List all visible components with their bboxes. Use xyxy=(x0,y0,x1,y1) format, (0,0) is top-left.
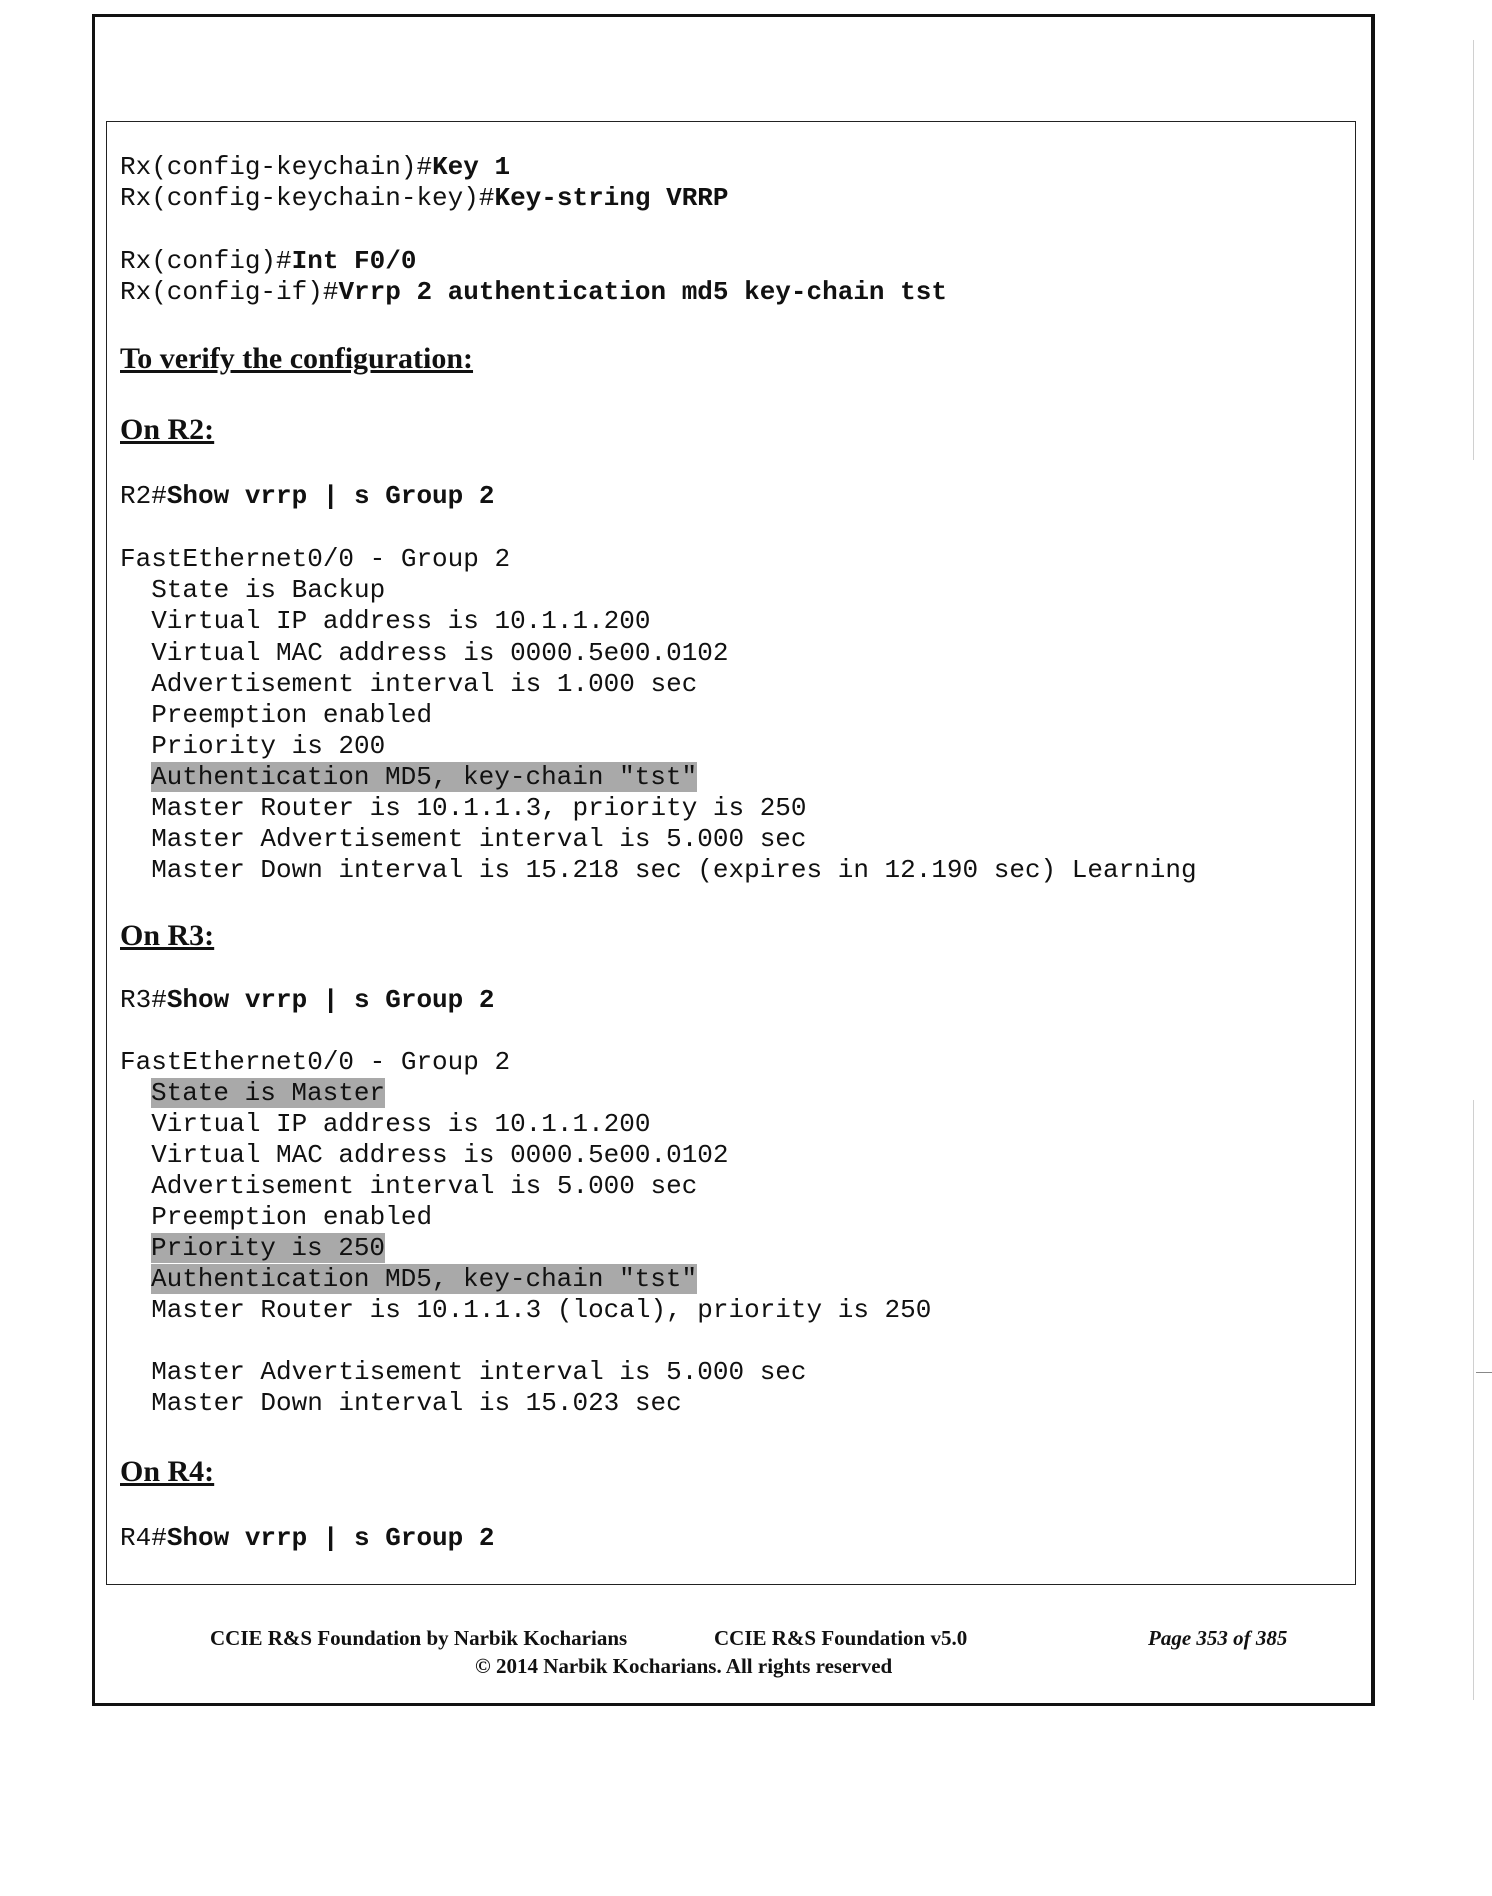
r3-output-line: Master Router is 10.1.1.3 (local), priority is 250 xyxy=(120,1295,932,1325)
r3-output-line: Advertisement interval is 5.000 sec xyxy=(120,1171,698,1201)
highlight: Authentication MD5, key-chain "tst" xyxy=(151,762,698,792)
r2-output-line: Preemption enabled xyxy=(120,700,433,730)
highlight: State is Master xyxy=(151,1078,386,1108)
highlight: Priority is 250 xyxy=(151,1233,386,1263)
r3-output-line: Virtual MAC address is 0000.5e00.0102 xyxy=(120,1140,729,1170)
config-line-3 xyxy=(120,246,416,277)
cli-prompt: Rx(config-keychain)# xyxy=(120,152,433,182)
r2-output-line: Virtual MAC address is 0000.5e00.0102 xyxy=(120,638,729,668)
cli-command: Key-string VRRP xyxy=(494,183,729,213)
r3-command xyxy=(120,985,494,1016)
r2-output-line: Priority is 200 xyxy=(120,731,386,761)
cli-prompt: Rx(config)# xyxy=(120,246,292,276)
r3-output-line: FastEthernet0/0 - Group 2 xyxy=(120,1047,511,1077)
cli-command: Key 1 xyxy=(432,152,511,182)
r3-output-line-highlighted xyxy=(151,1078,385,1109)
r2-output-line: Virtual IP address is 10.1.1.200 xyxy=(120,606,651,636)
config-line-1 xyxy=(120,152,510,183)
config-line-4 xyxy=(120,277,947,308)
verify-heading: To verify the configuration: xyxy=(120,342,474,375)
scan-edge-line xyxy=(1473,40,1474,460)
footer-copyright: © 2014 Narbik Kocharians. All rights reserved xyxy=(475,1654,893,1678)
r3-output-line: Preemption enabled xyxy=(120,1202,433,1232)
r2-output-line: State is Backup xyxy=(120,575,386,605)
cli-prompt: Rx(config-keychain-key)# xyxy=(120,183,495,213)
footer-page-number: Page 353 of 385 xyxy=(1148,1626,1288,1650)
r4-command xyxy=(120,1523,494,1554)
config-line-2 xyxy=(120,183,729,214)
r2-output-line: Master Advertisement interval is 5.000 sec xyxy=(120,824,807,854)
r3-output-line: Master Down interval is 15.023 sec xyxy=(120,1388,682,1418)
scan-edge-line xyxy=(1473,1100,1474,1700)
cli-command: Vrrp 2 authentication md5 key-chain tst xyxy=(338,277,947,307)
cli-prompt: R3# xyxy=(120,985,167,1015)
r3-output-line-highlighted xyxy=(151,1264,697,1295)
footer-book-title: CCIE R&S Foundation by Narbik Kocharians xyxy=(210,1626,628,1650)
r2-output-line: Master Router is 10.1.1.3, priority is 250 xyxy=(120,793,807,823)
r2-output-line: Advertisement interval is 1.000 sec xyxy=(120,669,698,699)
cli-command: Show vrrp | s Group 2 xyxy=(166,481,495,511)
cli-command: Show vrrp | s Group 2 xyxy=(166,985,495,1015)
r2-command xyxy=(120,481,494,512)
highlight: Authentication MD5, key-chain "tst" xyxy=(151,1264,698,1294)
scan-tick-mark xyxy=(1476,1372,1492,1373)
cli-command: Show vrrp | s Group 2 xyxy=(166,1523,495,1553)
r3-heading: On R3: xyxy=(120,919,215,952)
r2-heading: On R2: xyxy=(120,413,215,446)
r3-output-line-highlighted xyxy=(151,1233,385,1264)
footer-version: CCIE R&S Foundation v5.0 xyxy=(714,1626,968,1650)
cli-prompt: Rx(config-if)# xyxy=(120,277,339,307)
r3-output-line: Master Advertisement interval is 5.000 sec xyxy=(120,1357,807,1387)
cli-prompt: R4# xyxy=(120,1523,167,1553)
r3-output-line: Virtual IP address is 10.1.1.200 xyxy=(120,1109,651,1139)
r2-output-line-highlighted xyxy=(151,762,697,793)
r2-output-line: Master Down interval is 15.218 sec (expires in 12.190 sec) Learning xyxy=(120,855,1197,885)
r4-heading: On R4: xyxy=(120,1455,215,1488)
cli-command: Int F0/0 xyxy=(291,246,417,276)
cli-prompt: R2# xyxy=(120,481,167,511)
r2-output-line: FastEthernet0/0 - Group 2 xyxy=(120,544,511,574)
